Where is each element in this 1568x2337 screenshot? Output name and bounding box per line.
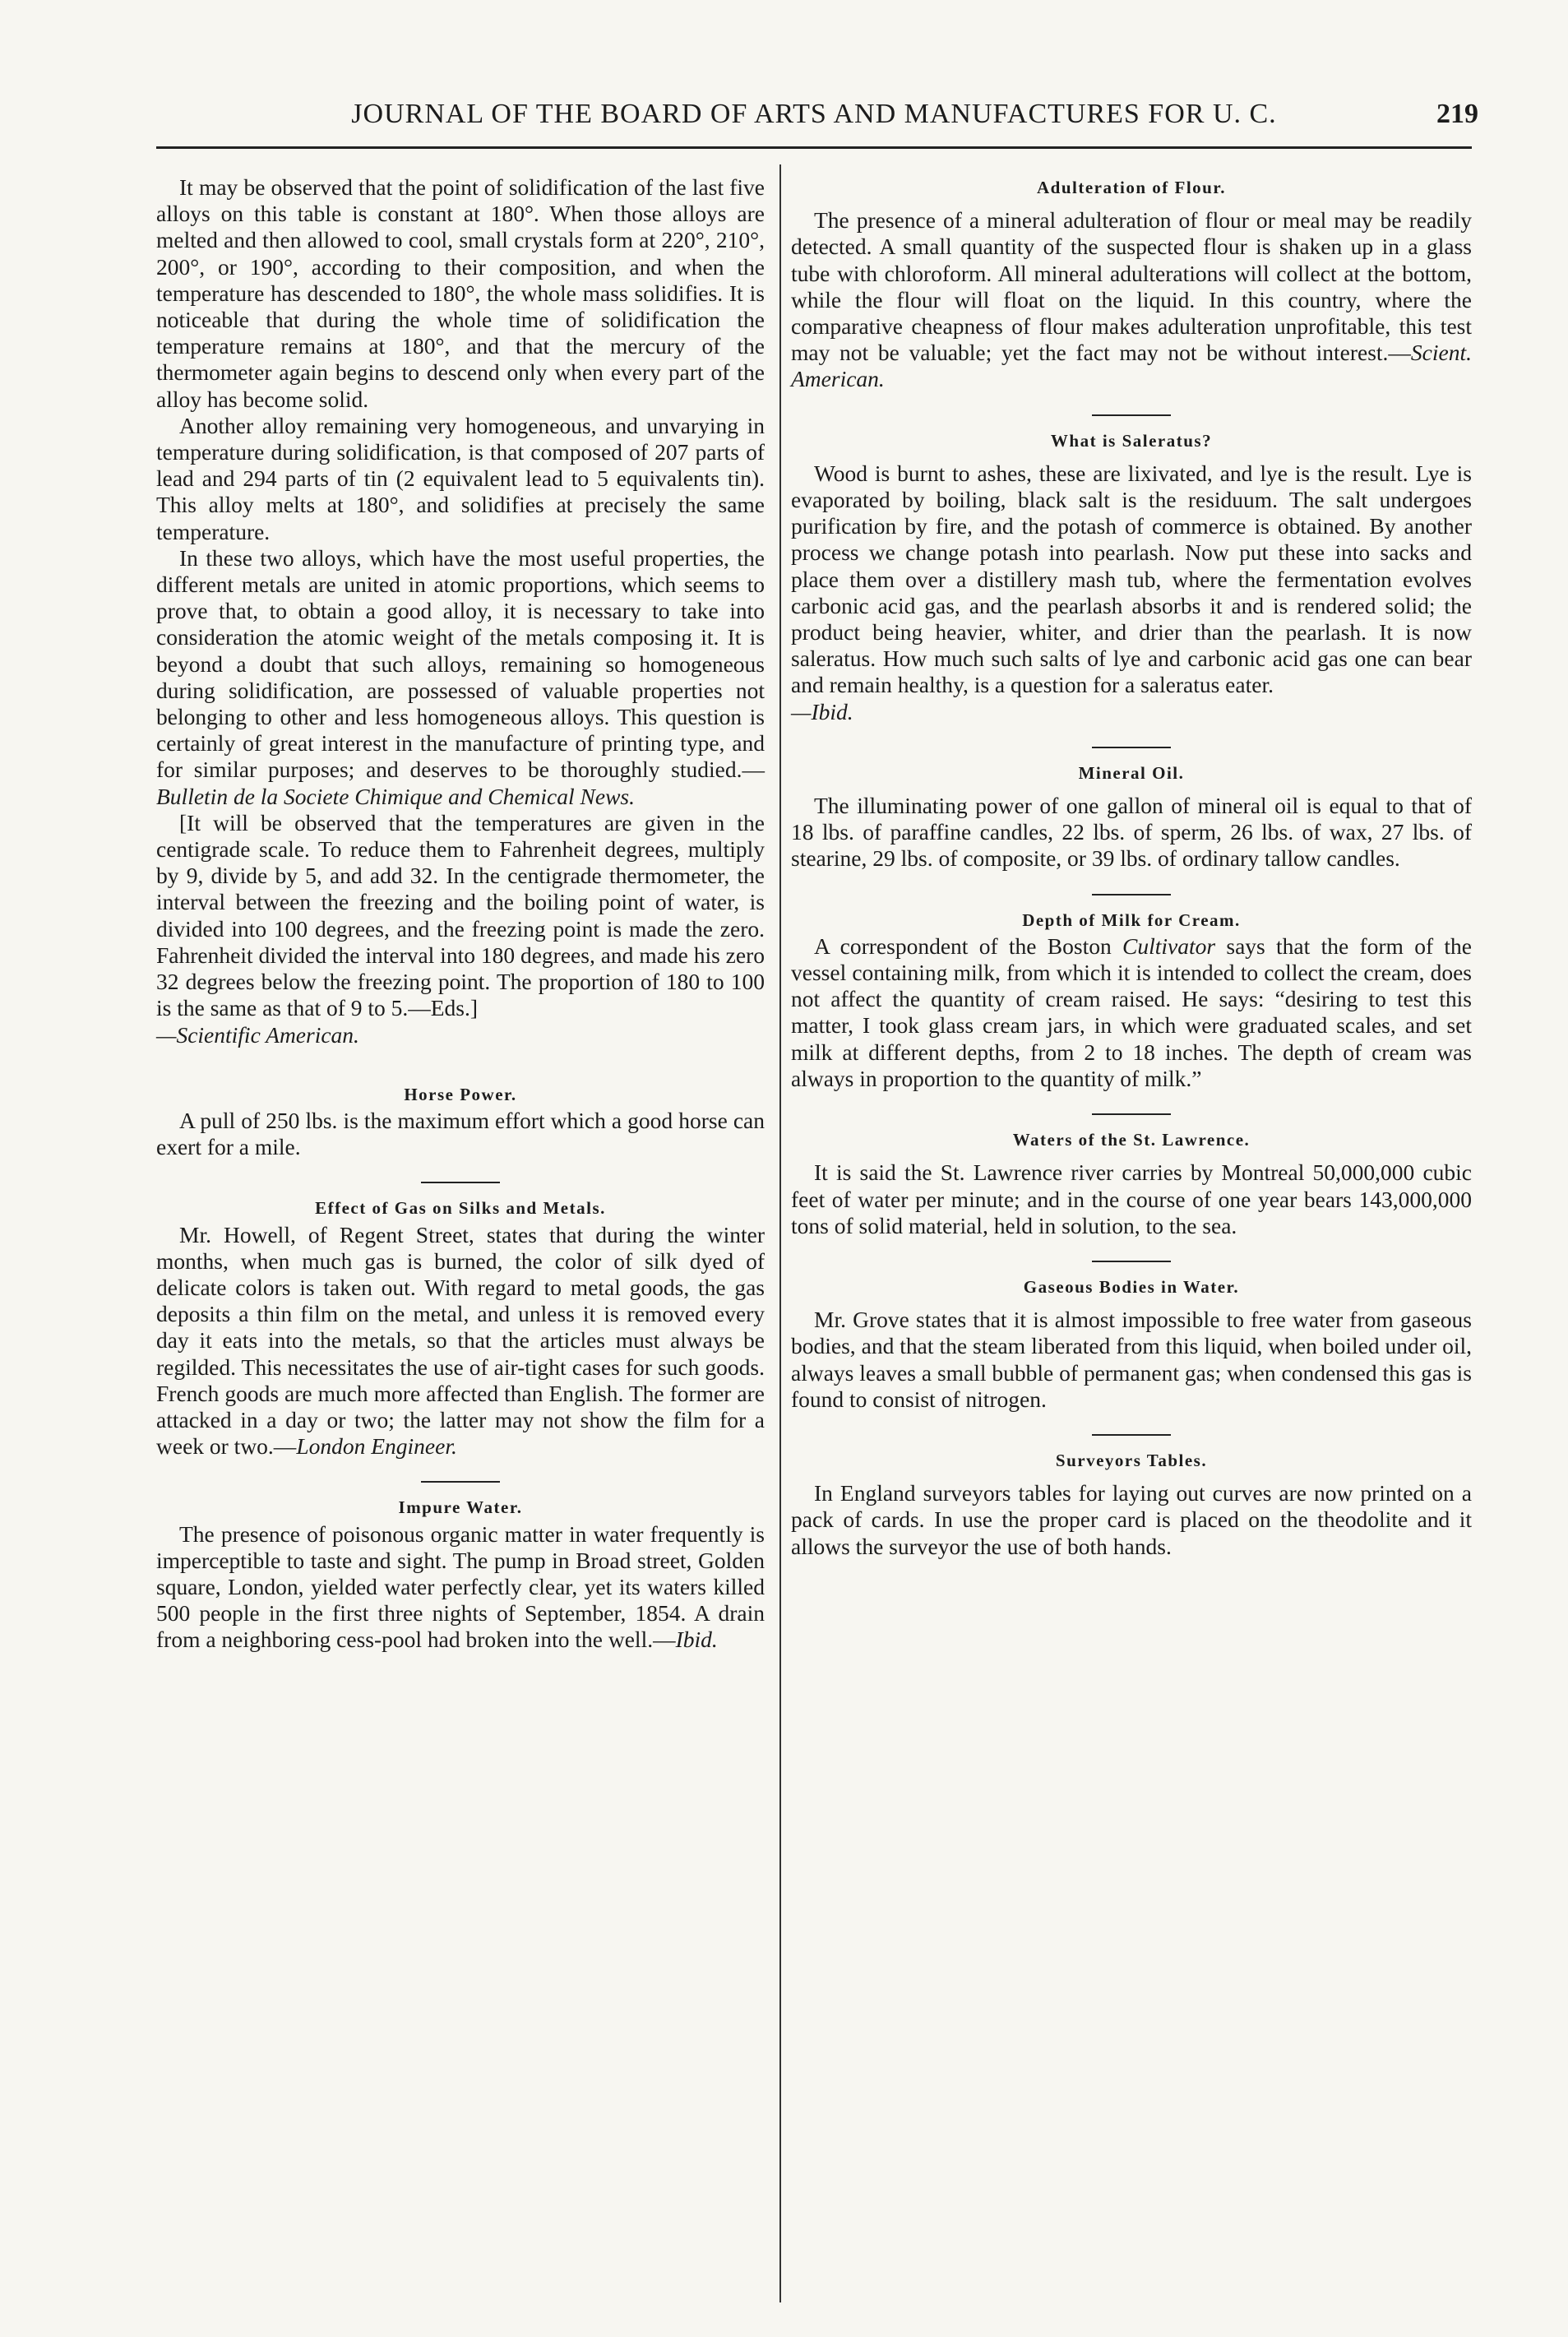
page-header [156, 99, 1478, 148]
header-rule [156, 146, 1472, 149]
section-heading-gas: Effect of Gas on Silks and Metals. [315, 1198, 606, 1219]
page-number: 219 [1436, 99, 1478, 129]
article-paragraph: A pull of 250 lbs. is the maximum effort which a good horse can exert for a mile. [156, 1107, 765, 1160]
article-paragraph: Mr. Grove states that it is almost impossible to free water from gaseous bodies, and that the steam liberated from this liquid, when boiled under oil, always leaves a small bubble of permanent gas; when condensed this gas is found to consist of nitrogen. [791, 1307, 1472, 1412]
article-paragraph: It is said the St. Lawrence river carries by Montreal 50,000,000 cubic feet of water per minute; and in the course of one year bears 143,000,000 tons of solid material, held in solution, to the sea. [791, 1159, 1472, 1238]
article-paragraph [156, 545, 765, 810]
article-paragraph: The illuminating power of one gallon of mineral oil is equal to that of 18 lbs. of paraffine candles, 22 lbs. of sperm, 26 lbs. of wax, 27 lbs. of stearine, 29 lbs. of composite, or 39 lbs. of ordinary tallow candles. [791, 793, 1472, 872]
section-heading-surveyors-tables: Surveyors Tables. [1055, 1450, 1208, 1470]
left-column [156, 174, 765, 1654]
paragraph-text: In these two alloys, which have the most useful properties, the different metals are united in atomic proportions, which seems to prove that, to obtain a good alloy, it is necessary to take into consideration the atomic weight of the metals composing it. It is beyond a doubt that such alloys, remaining so homogeneous during solidification, are possessed of valuable properties not belonging to other and less homogeneous alloys. This question is certainly of great interest in the manufacture of printing type, and for similar purposes; and deserves to be thoroughly studied.— [156, 544, 765, 783]
citation: London Engineer. [296, 1433, 457, 1460]
right-column [791, 174, 1472, 1560]
citation: —Ibid. [791, 698, 853, 724]
article-paragraph: The presence of a mineral adulteration of flour or meal may be readily detected. A small quantity of the suspected flour is shaken up in a glass tube with chloroform. All mineral adulterations will collect at the bottom, while the flour will float on the liquid. In this country, where the comparative cheapness of flour makes adulteration unprofitable, this test may not be valuable; yet the fact may not be without interest.—Scient. American. [791, 207, 1472, 392]
citation: Bulletin de la Societe Chimique and Chemical News. [156, 783, 635, 809]
section-heading-horse-power: Horse Power. [404, 1084, 517, 1104]
section-heading-impure-water: Impure Water. [398, 1497, 523, 1518]
article-paragraph: The presence of poisonous organic matter in water frequently is imperceptible to taste and sight. The pump in Broad street, Golden square, London, yielded water perfectly clear, yet its waters killed 500 people in the first three nights of September, 1854. A drain from a neighboring cess-pool had broken into the well.—Ibid. [156, 1520, 765, 1653]
section-heading-mineral-oil: Mineral Oil. [1078, 762, 1185, 783]
editor-note: [It will be observed that the temperatures are given in the centigrade scale. To reduce them to Fahrenheit degrees, multiply by 9, divide by 5, and add 32. In the centigrade thermometer, the interval between the freezing and the boiling point of water, is divided into 100 degrees, and the freezing point is made the zero. Fahrenheit divided the interval into 180 degrees, and made his zero 32 degrees below the freezing point. The proportion of 180 to 100 is the same as that of 9 to 5.—Eds.] [156, 809, 765, 1021]
citation: —Scientific American. [156, 1021, 359, 1048]
section-heading-st-lawrence: Waters of the St. Lawrence. [1012, 1130, 1251, 1150]
article-paragraph: A correspondent of the Boston Cultivator says that the form of the vessel containing milk, from which it is intended to collect the cream, does not affect the quantity of cream raised. He says: “desiring to test this matter, I took glass cream jars, in which were graduated scales, and set milk at different depths, from 2 to 18 inches. The depth of cream was always in proportion to the quantity of milk.” [791, 932, 1473, 1091]
article-paragraph: Mr. Howell, of Regent Street, states that during the winter months, when much gas is burned, the color of silk dyed of delicate colors is taken out. With regard to metal goods, the gas deposits a thin film on the metal, and unless it is removed every day it eats into the metals, so that the articles must always be regilded. This necessitates the use of air-tight cases for such goods. French goods are much more affected than English. The former are attacked in a day or two; the latter may not show the film for a week or two.—London Engineer. [156, 1221, 765, 1460]
section-heading-flour: Adulteration of Flour. [1037, 178, 1226, 197]
article-paragraph: It may be observed that the point of solidification of the last five alloys on this table is constant at 180°. When those alloys are melted and then allowed to cool, small crystals form at 220°, 210°, 200°, or 190°, according to their composition, and when the temperature has descended to 180°, the whole mass solidifies. It is noticeable that during the whole time of solidification the temperature remains at 180°, and that the mercury of the thermometer again begins to descend only when every part of the alloy has become solid. [156, 174, 765, 412]
article-paragraph: Another alloy remaining very homogeneous, and unvarying in temperature during solidification, is that composed of 207 parts of lead and 294 parts of tin (2 equivalent lead to 5 equivalents tin). This alloy melts at 180°, and solidifies at precisely the same temperature. [156, 412, 765, 544]
article-paragraph: Wood is burnt to ashes, these are lixivated, and lye is the result. Lye is evaporated by boiling, black salt is the residuum. The salt undergoes purification by fire, and the potash of commerce is obtained. By another process we change potash into pearlash. Now put these into sacks and place them over a distillery mash tub, where the fermentation evolves carbonic acid gas, and the pearlash absorbs it and is rendered solid; the product being heavier, whiter, and drier than the pearlash. It is now saleratus. How much such salts of lye and carbonic acid gas one can bear and remain healthy, is a question for a saleratus eater. [791, 460, 1472, 698]
citation: Scient. American. [791, 340, 1472, 392]
section-heading-saleratus: What is Saleratus? [1050, 430, 1213, 451]
article-paragraph: In England surveyors tables for laying out curves are now printed on a pack of cards. In use the proper card is placed on the theodolite and it allows the surveyor the use of both hands. [791, 1480, 1472, 1559]
section-heading-gaseous-bodies: Gaseous Bodies in Water. [1023, 1276, 1240, 1297]
section-heading-milk: Depth of Milk for Cream. [1022, 909, 1241, 930]
citation: Ibid. [675, 1627, 718, 1653]
column-divider [779, 164, 781, 2302]
newspaper-name: Cultivator [1122, 932, 1216, 959]
journal-title: JOURNAL OF THE BOARD OF ARTS AND MANUFACTURES FOR U. C. [351, 99, 1277, 129]
